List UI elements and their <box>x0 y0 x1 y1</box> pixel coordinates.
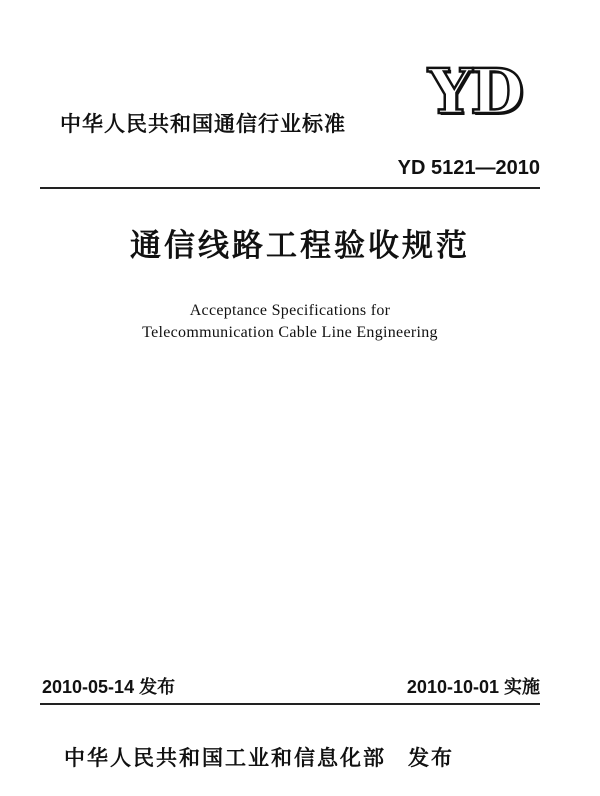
english-title-line-2: Telecommunication Cable Line Engineering <box>142 324 438 341</box>
document-title: 通信线路工程验收规范 <box>130 228 470 264</box>
implementation-date: 2010-10-01 实施 <box>406 677 540 697</box>
english-title <box>0 300 580 344</box>
yd-logo: YD <box>428 55 523 128</box>
standard-category: 中华人民共和国通信行业标准 <box>60 112 346 136</box>
bottom-divider <box>40 703 540 705</box>
issuer-action: 发布 <box>408 746 454 770</box>
top-divider <box>40 187 540 189</box>
standard-code: YD 5121—2010 <box>397 157 540 179</box>
issuer-name: 中华人民共和国工业和信息化部 <box>64 746 386 770</box>
issue-date: 2010-05-14 发布 <box>42 677 176 697</box>
issuer-line <box>64 744 454 772</box>
english-title-line-1: Acceptance Specifications for <box>189 302 391 319</box>
